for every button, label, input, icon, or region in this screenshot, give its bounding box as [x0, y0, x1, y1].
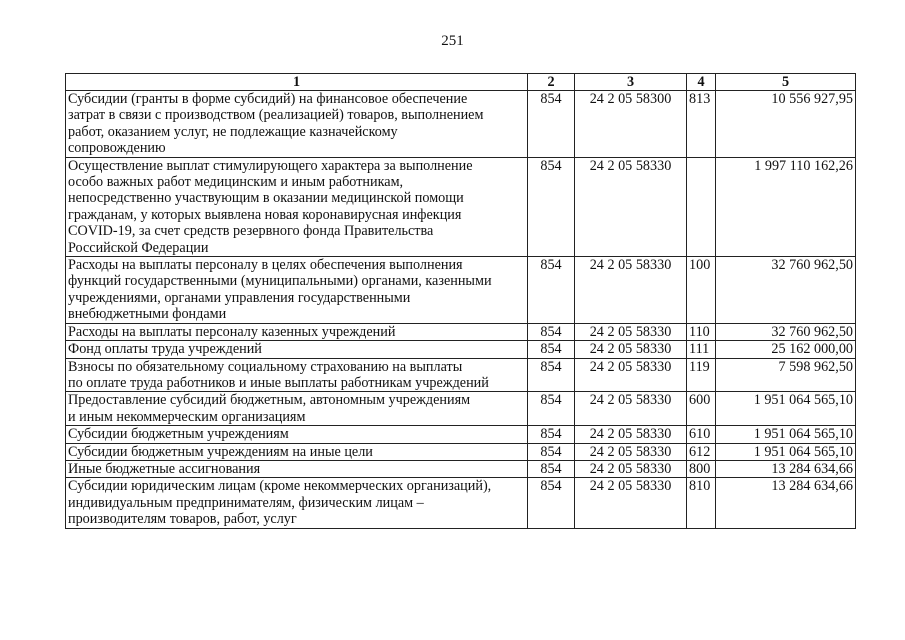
- header-col-5: 5: [716, 74, 856, 91]
- row-sum-cell: 7 598 962,50: [716, 358, 856, 392]
- table-row: [66, 358, 856, 392]
- row-name-line: Субсидии бюджетным учреждениям: [68, 426, 289, 443]
- row-sum-cell: 13 284 634,66: [716, 460, 856, 477]
- row-sum-cell: 25 162 000,00: [716, 341, 856, 358]
- row-ved-cell: 854: [528, 443, 575, 460]
- row-sum-cell: 10 556 927,95: [716, 91, 856, 158]
- row-name-cell: [66, 392, 528, 426]
- row-name-line: производителям товаров, работ, услуг: [68, 511, 297, 528]
- row-kvr-cell: 100: [687, 257, 716, 324]
- table-row: [66, 443, 856, 460]
- row-kvr-cell: 111: [687, 341, 716, 358]
- row-name-line: Взносы по обязательному социальному страхованию на выплаты: [68, 358, 463, 375]
- row-csr-cell: 24 2 05 58330: [575, 157, 687, 256]
- row-name-cell: [66, 443, 528, 460]
- row-name-line: индивидуальным предпринимателям, физическим лицам –: [68, 494, 424, 511]
- row-name-line: и иным некоммерческим организациям: [68, 408, 306, 425]
- row-sum-cell: 32 760 962,50: [716, 257, 856, 324]
- row-name-line: по оплате труда работников и иные выплаты работникам учреждений: [68, 374, 489, 391]
- table-row: [66, 426, 856, 443]
- row-kvr-cell: 612: [687, 443, 716, 460]
- row-name-line: Субсидии юридическим лицам (кроме некоммерческих организаций),: [68, 478, 492, 495]
- row-name-line: Осуществление выплат стимулирующего характера за выполнение: [68, 157, 473, 174]
- row-name-line: затрат в связи с производством (реализацией) товаров, выполнением: [68, 107, 484, 124]
- row-name-line: сопровождению: [68, 140, 166, 157]
- row-ved-cell: 854: [528, 392, 575, 426]
- table-row: [66, 478, 856, 528]
- row-kvr-cell: [687, 157, 716, 256]
- row-kvr-cell: 600: [687, 392, 716, 426]
- row-sum-cell: 32 760 962,50: [716, 323, 856, 340]
- row-csr-cell: 24 2 05 58330: [575, 426, 687, 443]
- header-col-1: 1: [66, 74, 528, 91]
- row-ved-cell: 854: [528, 358, 575, 392]
- row-name-line: работ, оказанием услуг, не подлежащие казначейскому: [68, 123, 398, 140]
- row-name-line: Расходы на выплаты персоналу казенных учреждений: [68, 323, 396, 340]
- row-kvr-cell: 813: [687, 91, 716, 158]
- row-sum-cell: 1 951 064 565,10: [716, 426, 856, 443]
- row-name-line: Субсидии (гранты в форме субсидий) на финансовое обеспечение: [68, 91, 468, 107]
- table-row: [66, 157, 856, 256]
- table-row: [66, 323, 856, 340]
- row-name-line: Субсидии бюджетным учреждениям на иные цели: [68, 443, 373, 460]
- header-col-2: 2: [528, 74, 575, 91]
- row-name-cell: [66, 358, 528, 392]
- row-name-cell: [66, 341, 528, 358]
- row-ved-cell: 854: [528, 426, 575, 443]
- row-kvr-cell: 119: [687, 358, 716, 392]
- row-name-cell: [66, 91, 528, 158]
- row-name-line: внебюджетными фондами: [68, 306, 227, 323]
- row-name-line: гражданам, у которых выявлена новая коронавирусная инфекция: [68, 206, 462, 223]
- row-ved-cell: 854: [528, 341, 575, 358]
- row-name-cell: [66, 426, 528, 443]
- row-ved-cell: 854: [528, 478, 575, 528]
- header-row: [66, 74, 856, 91]
- header-col-3: 3: [575, 74, 687, 91]
- row-csr-cell: 24 2 05 58330: [575, 341, 687, 358]
- row-name-cell: [66, 478, 528, 528]
- table-row: [66, 392, 856, 426]
- row-csr-cell: 24 2 05 58330: [575, 358, 687, 392]
- row-name-line: Фонд оплаты труда учреждений: [68, 341, 262, 358]
- row-ved-cell: 854: [528, 157, 575, 256]
- table-row: [66, 91, 856, 158]
- row-name-line: Предоставление субсидий бюджетным, автономным учреждениям: [68, 392, 471, 409]
- row-ved-cell: 854: [528, 91, 575, 158]
- row-name-line: Российской Федерации: [68, 239, 209, 256]
- row-csr-cell: 24 2 05 58330: [575, 392, 687, 426]
- row-kvr-cell: 800: [687, 460, 716, 477]
- row-name-cell: [66, 257, 528, 324]
- row-ved-cell: 854: [528, 257, 575, 324]
- row-name-line: особо важных работ медицинским и иным работникам,: [68, 174, 404, 191]
- row-csr-cell: 24 2 05 58300: [575, 91, 687, 158]
- row-csr-cell: 24 2 05 58330: [575, 443, 687, 460]
- row-sum-cell: 13 284 634,66: [716, 478, 856, 528]
- header-col-4: 4: [687, 74, 716, 91]
- row-csr-cell: 24 2 05 58330: [575, 323, 687, 340]
- row-kvr-cell: 110: [687, 323, 716, 340]
- row-name-cell: [66, 157, 528, 256]
- row-name-line: функций государственными (муниципальными) органами, казенными: [68, 273, 492, 290]
- row-sum-cell: 1 951 064 565,10: [716, 443, 856, 460]
- row-sum-cell: 1 951 064 565,10: [716, 392, 856, 426]
- row-kvr-cell: 810: [687, 478, 716, 528]
- row-csr-cell: 24 2 05 58330: [575, 257, 687, 324]
- row-name-line: учреждениями, органами управления государственными: [68, 289, 411, 306]
- table-row: [66, 460, 856, 477]
- row-name-line: Иные бюджетные ассигнования: [68, 460, 261, 477]
- row-sum-cell: 1 997 110 162,26: [716, 157, 856, 256]
- row-name-cell: [66, 323, 528, 340]
- row-kvr-cell: 610: [687, 426, 716, 443]
- row-ved-cell: 854: [528, 460, 575, 477]
- row-csr-cell: 24 2 05 58330: [575, 478, 687, 528]
- page-number: 251: [441, 33, 464, 49]
- table-row: [66, 341, 856, 358]
- row-name-line: Расходы на выплаты персоналу в целях обеспечения выполнения: [68, 257, 463, 274]
- row-name-line: COVID-19, за счет средств резервного фонда Правительства: [68, 223, 434, 240]
- row-name-cell: [66, 460, 528, 477]
- table-row: [66, 257, 856, 324]
- budget-table: [65, 73, 856, 529]
- row-ved-cell: 854: [528, 323, 575, 340]
- row-name-line: непосредственно участвующим в оказании медицинской помощи: [68, 190, 464, 207]
- row-csr-cell: 24 2 05 58330: [575, 460, 687, 477]
